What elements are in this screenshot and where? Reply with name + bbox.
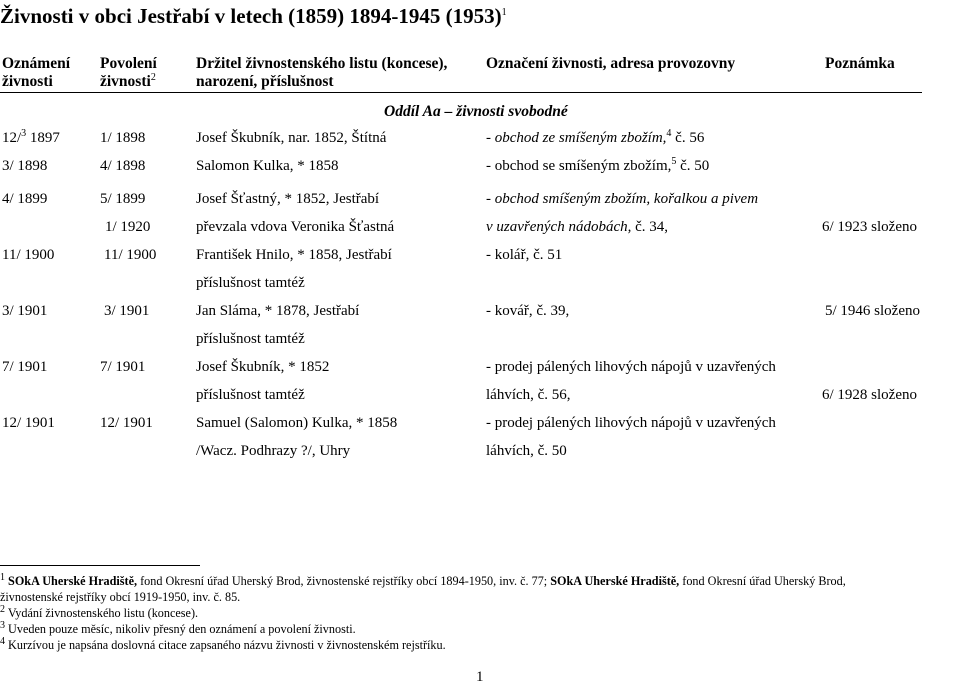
cell-drzitel: Josef Škubník, * 1852 <box>196 359 330 375</box>
footnote-1-cont: živnostenské rejstříky obcí 1919-1950, inv. č. 85. <box>0 590 241 604</box>
cell-oznaceni: - kovář, č. 39, <box>486 303 570 319</box>
title-text: Živnosti v obci Jestřabí v letech (1859) 1894-1945 (1953) <box>0 4 502 28</box>
cell-drzitel: Salomon Kulka, * 1858 <box>196 158 339 174</box>
cell-oznameni: 12/ 1901 <box>2 415 55 431</box>
header-drzitel-l1: Držitel živnostenského listu (koncese), <box>196 55 448 72</box>
cell-drzitel: Josef Škubník, nar. 1852, Štítná <box>196 130 387 146</box>
cell-oznameni: 3/ 1901 <box>2 303 48 319</box>
header-oznaceni: Označení živnosti, adresa provozovny <box>486 55 736 72</box>
title-footnote-ref: 1 <box>501 7 507 18</box>
page-number: 1 <box>476 669 484 685</box>
cell-povoleni: 7/ 1901 <box>100 359 146 375</box>
cell-oznaceni: v uzavřených nádobách, č. 34, <box>486 219 669 235</box>
header-oznameni-l2: živnosti <box>2 73 53 90</box>
cell-oznameni: 11/ 1900 <box>2 247 55 263</box>
page-title <box>0 6 507 27</box>
cell-oznameni: 12/$^3$ 1897 <box>2 128 60 146</box>
footnote-2: $^2$ Vydání živnostenského listu (koncese). <box>0 603 199 620</box>
cell-drzitel: Jan Sláma, * 1878, Jestřabí <box>196 303 360 319</box>
cell-drzitel: příslušnost tamtéž <box>196 331 305 347</box>
povoleni-footnote-ref: 2 <box>150 71 156 83</box>
cell-drzitel: František Hnilo, * 1858, Jestřabí <box>196 247 392 263</box>
cell-oznaceni: - kolář, č. 51 <box>486 247 563 263</box>
cell-poznamka: 5/ 1946 složeno <box>825 303 920 319</box>
cell-povoleni: 5/ 1899 <box>100 191 146 207</box>
cell-oznaceni: - obchod smíšeným zbožím, kořalkou a pivem <box>486 191 759 207</box>
cell-drzitel: převzala vdova Veronika Šťastná <box>196 219 395 235</box>
header-oznameni-l1: Oznámení <box>2 55 71 72</box>
header-underline <box>0 92 922 93</box>
footnote-1: $^1$ SOkA Uherské Hradiště, fond Okresní úřad Uherský Brod, živnostenské rejstříky obcí 1894-1950, inv. č. 77; SOkA Uherské Hradiště, fond Okresní úřad Uherský Brod, <box>0 571 846 588</box>
cell-drzitel: Samuel (Salomon) Kulka, * 1858 <box>196 415 398 431</box>
footnote-3: $^3$ Uveden pouze měsíc, nikoliv přesný den oznámení a povolení živnosti. <box>0 619 356 636</box>
cell-drzitel: příslušnost tamtéž <box>196 275 305 291</box>
cell-drzitel: příslušnost tamtéž <box>196 387 305 403</box>
cell-povoleni: 3/ 1901 <box>104 303 150 319</box>
cell-oznameni: 3/ 1898 <box>2 158 48 174</box>
cell-oznaceni: láhvích, č. 50 <box>486 443 567 459</box>
section-heading: Oddíl Aa – živnosti svobodné <box>384 103 568 120</box>
cell-povoleni: 12/ 1901 <box>100 415 153 431</box>
cell-oznaceni: - obchod ze smíšeným zbožím,$^4$ č. 56 <box>486 128 705 146</box>
cell-oznameni: 7/ 1901 <box>2 359 48 375</box>
cell-povoleni: 1/ 1920 <box>105 219 151 235</box>
cell-drzitel: /Wacz. Podhrazy ?/, Uhry <box>196 443 351 459</box>
cell-drzitel: Josef Šťastný, * 1852, Jestřabí <box>196 191 380 207</box>
cell-oznameni: 4/ 1899 <box>2 191 48 207</box>
footnote-separator <box>0 565 200 566</box>
header-povoleni-l1: Povolení <box>100 55 157 72</box>
cell-poznamka: 6/ 1923 složeno <box>822 219 917 235</box>
cell-oznaceni: - prodej pálených lihových nápojů v uzavřených <box>486 359 776 375</box>
header-povoleni-l2: živnosti$^2$ <box>100 71 156 90</box>
footnote-4: $^4$ Kurzívou je napsána doslovná citace zapsaného názvu živnosti v živnostenském rejstříku. <box>0 635 446 652</box>
cell-oznaceni: láhvích, č. 56, <box>486 387 571 403</box>
cell-oznaceni: - obchod se smíšeným zbožím,$^5$ č. 50 <box>486 156 710 174</box>
cell-povoleni: 4/ 1898 <box>100 158 146 174</box>
cell-oznaceni: - prodej pálených lihových nápojů v uzavřených <box>486 415 776 431</box>
cell-povoleni: 1/ 1898 <box>100 130 146 146</box>
header-drzitel-l2: narození, příslušnost <box>196 73 334 90</box>
cell-poznamka: 6/ 1928 složeno <box>822 387 917 403</box>
header-poznamka: Poznámka <box>825 55 895 72</box>
cell-povoleni: 11/ 1900 <box>104 247 157 263</box>
